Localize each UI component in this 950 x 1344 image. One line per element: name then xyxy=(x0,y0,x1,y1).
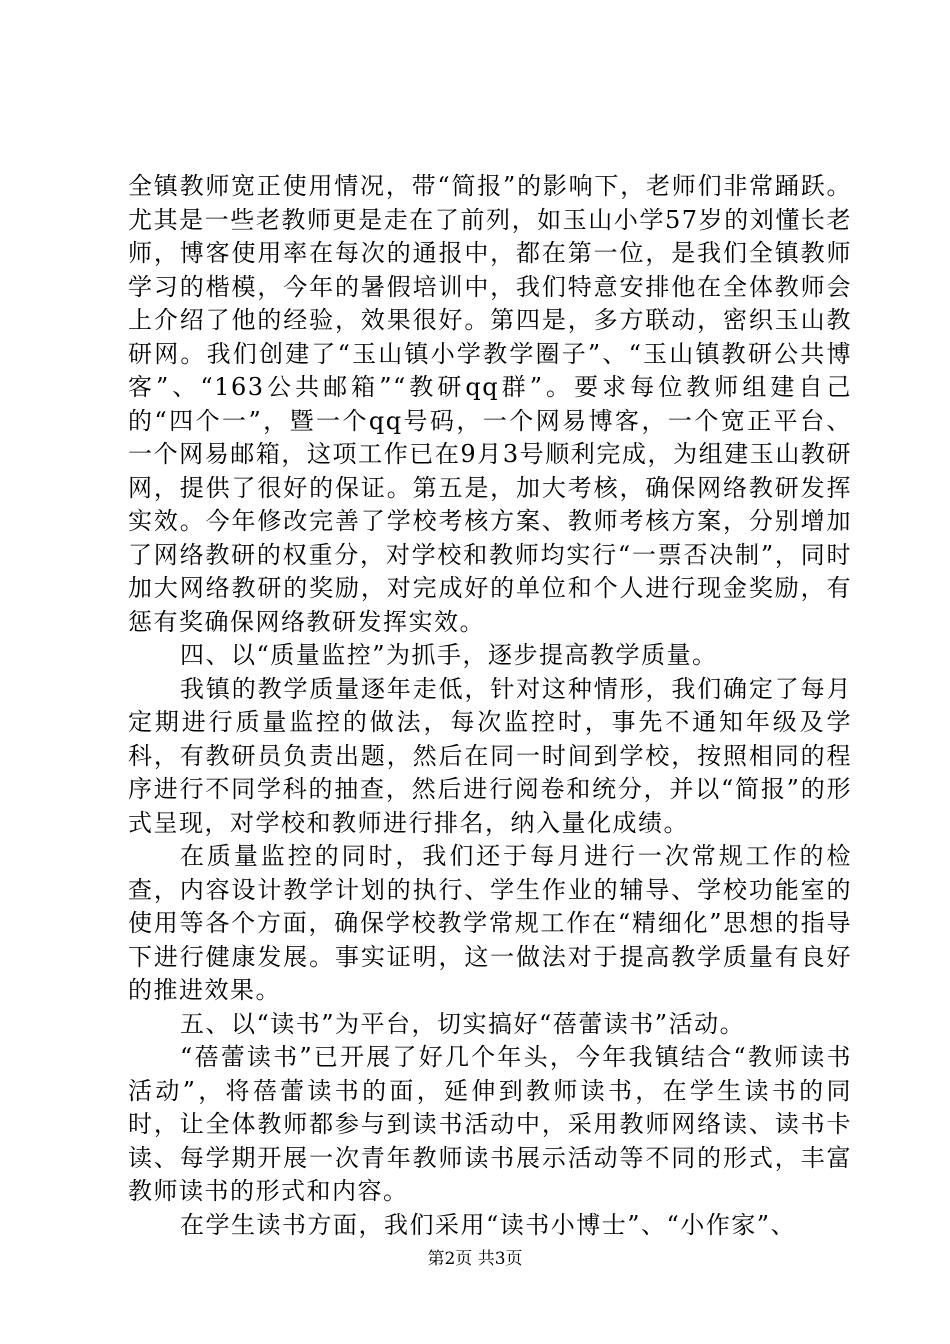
paragraph-continued: 全镇教师宽正使用情况，带“简报”的影响下，老师们非常踊跃。尤其是一些老教师更是走在了前列，如玉山小学57岁的刘懂长老师，博客使用率在每次的通报中，都在第一位，是我们全镇教师学习的楷模，今年的暑假培训中，我们特意安排他在全体教师会上介绍了他的经验，效果很好。第四是，多方联动，密织玉山教研网。我们创建了“玉山镇小学教学圈子”、“玉山镇教研公共博客”、“163公共邮箱”“教研qq群”。要求每位教师组建自己的“四个一”，暨一个qq号码，一个网易博客，一个宽正平台、一个网易邮箱，这项工作已在9月3号顺利完成，为组建玉山教研网，提供了很好的保证。第五是，加大考核，确保网络教研发挥实效。今年修改完善了学校考核方案、教师考核方案，分别增加了网络教研的权重分，对学校和教师均实行“一票否决制”，同时加大网络教研的奖励，对完成好的单位和个人进行现金奖励，有惩有奖确保网络教研发挥实效。 xyxy=(128,172,852,636)
document-body xyxy=(128,170,852,1242)
section-heading-quality-monitoring: 四、以“质量监控”为抓手，逐步提高教学质量。 xyxy=(180,641,718,669)
section-heading-reading: 五、以“读书”为平台，切实搞好“蓓蕾读书”活动。 xyxy=(180,1009,746,1038)
paragraph-routine-inspection: 在质量监控的同时，我们还于每月进行一次常规工作的检查，内容设计教学计划的执行、学生作业的辅导、学校功能室的使用等各个方面，确保学校教学常规工作在“精细化”思想的指导下进行健康发展。事实证明，这一做法对于提高教学质量有良好的推进效果。 xyxy=(128,842,852,1004)
paragraph-student-reading: 在学生读书方面，我们采用“读书小博士”、“小作家”、 xyxy=(180,1210,797,1239)
paragraph-quality-monitoring: 我镇的教学质量逐年走低，针对这种情形，我们确定了每月定期进行质量监控的做法，每次监控时，事先不通知年级及学科，有教研员负责出题，然后在同一时间到学校，按照相同的程序进行不同学科的抽查，然后进行阅卷和统分，并以“简报”的形式呈现，对学校和教师进行排名，纳入量化成绩。 xyxy=(128,674,852,837)
page-footer: 第2页 共3页 xyxy=(427,1249,523,1269)
paragraph-reading-activity: “蓓蕾读书”已开展了好几个年头，今年我镇结合“教师读书活动”，将蓓蕾读书的面，延伸到教师读书，在学生读书的同时，让全体教师都参与到读书活动中，采用教师网络读、读书卡读、每学期开展一次青年教师读书展示活动等不同的形式，丰富教师读书的形式和内容。 xyxy=(128,1043,852,1205)
